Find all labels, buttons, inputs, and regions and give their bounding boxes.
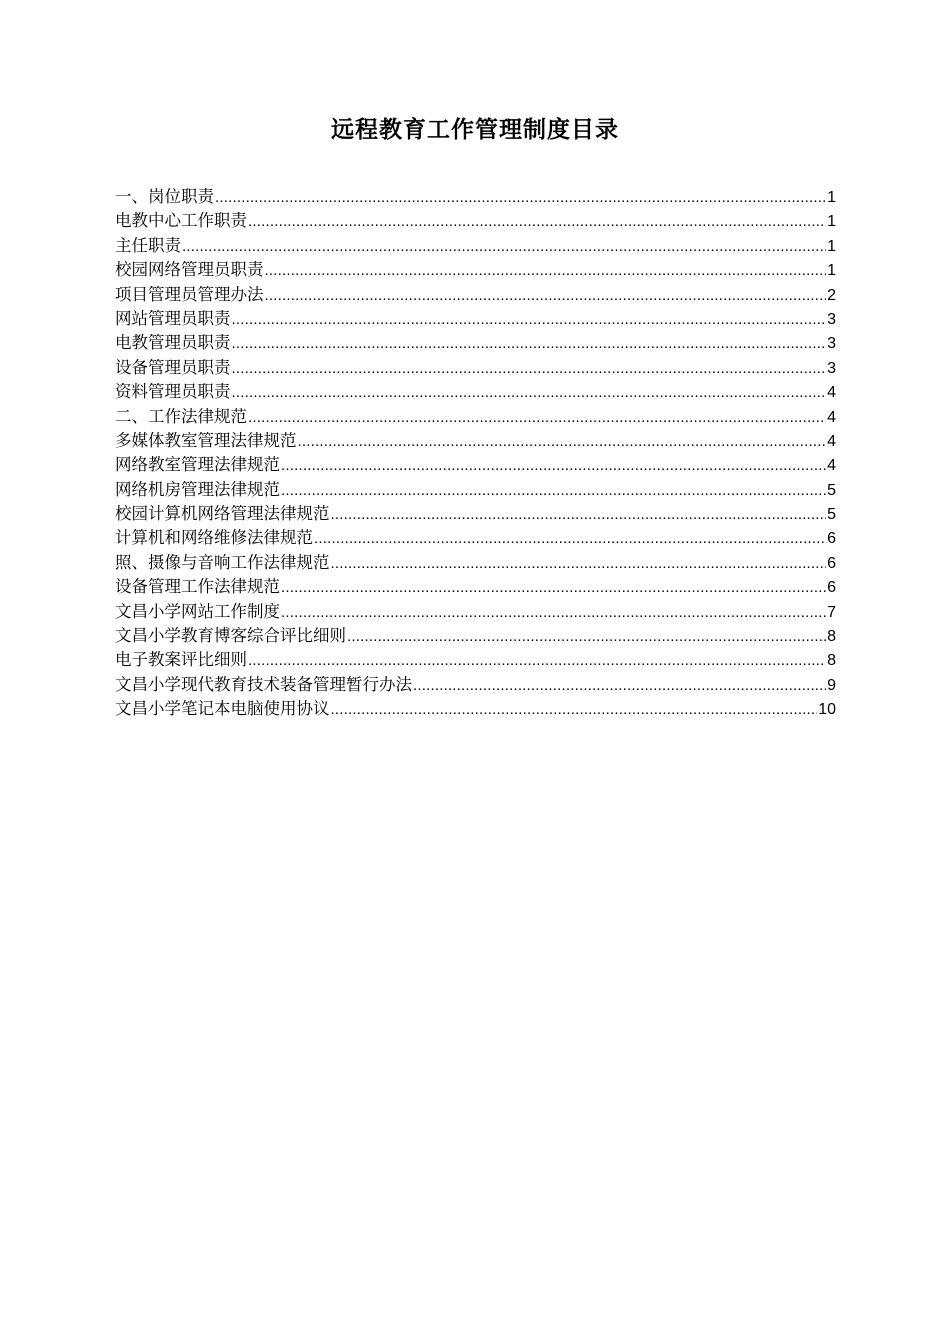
dot-leader <box>232 381 827 405</box>
toc-page-number: 6 <box>827 579 836 597</box>
toc-page-number: 6 <box>827 554 836 572</box>
toc-entry-title: 二、工作法律规范 <box>115 406 247 426</box>
dot-leader <box>215 186 826 210</box>
page-title: 远程教育工作管理制度目录 <box>331 117 619 143</box>
toc-entry-title: 电教中心工作职责 <box>115 211 247 231</box>
table-of-contents <box>115 185 836 722</box>
dot-leader <box>232 332 827 356</box>
toc-entry[interactable] <box>115 356 836 380</box>
toc-page-number: 8 <box>827 628 836 646</box>
toc-entry-title: 项目管理员管理办法 <box>115 284 264 304</box>
toc-entry[interactable] <box>115 697 836 721</box>
toc-page-number: 4 <box>827 457 836 475</box>
dot-leader <box>248 649 826 673</box>
dot-leader <box>331 503 827 527</box>
toc-entry-title: 文昌小学网站工作制度 <box>115 601 280 621</box>
dot-leader <box>281 601 826 625</box>
toc-entry[interactable] <box>115 429 836 453</box>
toc-entry-title: 校园网络管理员职责 <box>115 260 264 280</box>
toc-entry[interactable] <box>115 283 836 307</box>
toc-entry-title: 计算机和网络维修法律规范 <box>115 528 313 548</box>
toc-entry[interactable] <box>115 331 836 355</box>
toc-entry-title: 网络教室管理法律规范 <box>115 455 280 475</box>
toc-page-number: 4 <box>827 384 836 402</box>
toc-entry[interactable] <box>115 185 836 209</box>
dot-leader <box>248 210 826 234</box>
toc-entry[interactable] <box>115 502 836 526</box>
toc-entry-title: 文昌小学笔记本电脑使用协议 <box>115 699 330 719</box>
toc-entry-title: 一、岗位职责 <box>115 187 214 206</box>
dot-leader <box>232 308 827 332</box>
dot-leader <box>281 576 826 600</box>
toc-page-number: 10 <box>818 701 836 719</box>
toc-entry[interactable] <box>115 380 836 404</box>
toc-page-number: 3 <box>827 335 836 353</box>
toc-entry-title: 设备管理员职责 <box>115 357 231 377</box>
toc-entry-title: 多媒体教室管理法律规范 <box>115 430 297 450</box>
toc-entry[interactable] <box>115 307 836 331</box>
toc-page-number: 1 <box>827 213 836 231</box>
toc-entry-title: 网站管理员职责 <box>115 308 231 328</box>
toc-entry[interactable] <box>115 575 836 599</box>
toc-entry-title: 电子教案评比细则 <box>115 650 247 670</box>
dot-leader <box>314 527 826 551</box>
toc-page-number: 4 <box>827 408 836 426</box>
toc-page-number: 1 <box>827 262 836 280</box>
toc-entry-title: 电教管理员职责 <box>115 333 231 353</box>
toc-entry[interactable] <box>115 600 836 624</box>
toc-page-number: 5 <box>827 481 836 499</box>
dot-leader <box>182 235 826 259</box>
toc-page-number: 3 <box>827 359 836 377</box>
toc-page-number: 3 <box>827 310 836 328</box>
toc-entry[interactable] <box>115 234 836 258</box>
toc-page-number: 1 <box>827 189 836 206</box>
toc-entry-title: 资料管理员职责 <box>115 382 231 402</box>
toc-entry-title: 主任职责 <box>115 235 181 255</box>
toc-entry[interactable] <box>115 673 836 697</box>
toc-entry-title: 照、摄像与音响工作法律规范 <box>115 552 330 572</box>
toc-entry[interactable] <box>115 624 836 648</box>
toc-page-number: 2 <box>827 286 836 304</box>
toc-entry-title: 校园计算机网络管理法律规范 <box>115 504 330 524</box>
toc-entry-title: 文昌小学现代教育技术装备管理暂行办法 <box>115 674 412 694</box>
toc-entry[interactable] <box>115 478 836 502</box>
toc-entry[interactable] <box>115 648 836 672</box>
toc-entry-title: 设备管理工作法律规范 <box>115 577 280 597</box>
toc-entry-title: 文昌小学教育博客综合评比细则 <box>115 626 346 646</box>
toc-page-number: 9 <box>827 676 836 694</box>
toc-entry[interactable] <box>115 551 836 575</box>
dot-leader <box>413 674 826 698</box>
dot-leader <box>232 357 827 381</box>
dot-leader <box>331 698 818 722</box>
dot-leader <box>347 625 826 649</box>
toc-page-number: 8 <box>827 652 836 670</box>
toc-page-number: 6 <box>827 530 836 548</box>
toc-entry-title: 网络机房管理法律规范 <box>115 479 280 499</box>
toc-entry[interactable] <box>115 209 836 233</box>
toc-page-number: 7 <box>827 603 836 621</box>
dot-leader <box>265 259 827 283</box>
toc-entry[interactable] <box>115 526 836 550</box>
toc-entry[interactable] <box>115 405 836 429</box>
toc-entry[interactable] <box>115 453 836 477</box>
dot-leader <box>265 284 827 308</box>
dot-leader <box>331 552 827 576</box>
toc-entry[interactable] <box>115 258 836 282</box>
dot-leader <box>281 479 826 503</box>
toc-page-number: 5 <box>827 506 836 524</box>
dot-leader <box>281 454 826 478</box>
dot-leader <box>298 430 827 454</box>
toc-page-number: 1 <box>827 237 836 255</box>
toc-page-number: 4 <box>827 432 836 450</box>
dot-leader <box>248 406 826 430</box>
